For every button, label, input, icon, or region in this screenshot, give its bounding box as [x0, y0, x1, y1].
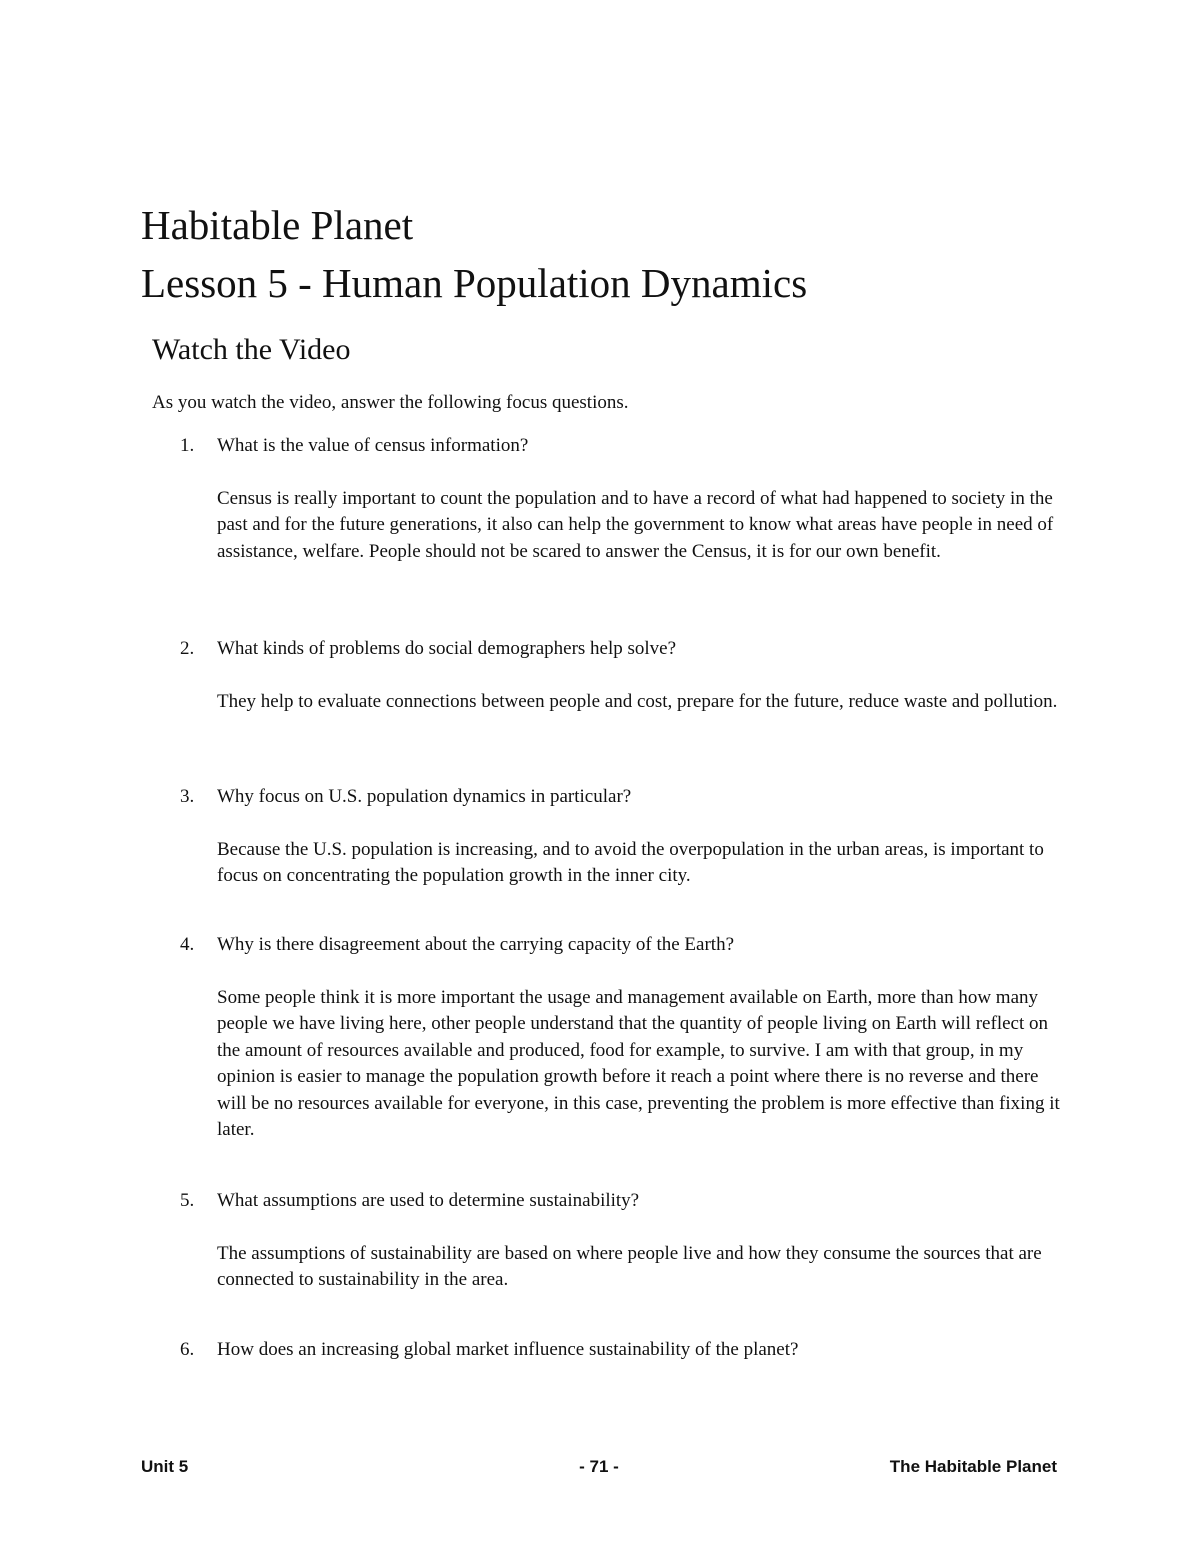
question-label: Why focus on U.S. population dynamics in particular? — [217, 786, 632, 807]
question-number: 2. — [180, 638, 195, 659]
title-line-2: Lesson 5 - Human Population Dynamics — [141, 260, 808, 306]
question-label: How does an increasing global market influence sustainability of the planet? — [217, 1339, 799, 1360]
page-footer — [141, 1455, 1057, 1479]
question-text — [152, 784, 1062, 811]
page-title — [141, 196, 807, 312]
footer-unit: Unit 5 — [141, 1457, 189, 1476]
question-label: Why is there disagreement about the carrying capacity of the Earth? — [217, 934, 734, 955]
question-text — [152, 932, 1062, 959]
question-text — [152, 1188, 1062, 1215]
question-number: 6. — [180, 1339, 195, 1360]
answer-text: They help to evaluate connections between people and cost, prepare for the future, reduce waste and pollution. — [217, 690, 1058, 712]
question-number: 1. — [180, 435, 195, 456]
section-heading: Watch the Video — [152, 333, 351, 366]
question-text — [152, 433, 1062, 460]
question-item-6 — [152, 1337, 1062, 1364]
question-item-2 — [152, 636, 1062, 715]
question-item-4 — [152, 932, 1062, 1144]
question-number: 3. — [180, 786, 195, 807]
question-item-3 — [152, 784, 1062, 890]
footer-page-number: - 71 - — [579, 1457, 619, 1476]
question-label: What assumptions are used to determine sustainability? — [217, 1190, 640, 1211]
answer-text: Because the U.S. population is increasing, and to avoid the overpopulation in the urban areas, is important to focus on concentrating the population growth in the inner city. — [217, 838, 1044, 886]
answer-text: Some people think it is more important the usage and management available on Earth, more than how many people we have living here, other people understand that the quantity of people living on Earth will reflect on the amount of resources available and produced, food for example, to survive. I am with that group, in my opinion is easier to manage the population growth before it reach a point where there is no reverse and there will be no resources available for everyone, in this case, preventing the problem is more effective than fixing it later. — [217, 986, 1060, 1140]
question-label: What kinds of problems do social demographers help solve? — [217, 638, 677, 659]
footer-course-title: The Habitable Planet — [889, 1457, 1057, 1476]
question-number: 4. — [180, 934, 195, 955]
question-text — [152, 636, 1062, 663]
question-number: 5. — [180, 1190, 195, 1211]
question-item-5 — [152, 1188, 1062, 1294]
question-label: What is the value of census information? — [217, 435, 529, 456]
question-text — [152, 1337, 1062, 1364]
intro-text: As you watch the video, answer the following focus questions. — [152, 392, 629, 413]
question-item-1 — [152, 433, 1062, 565]
title-line-1: Habitable Planet — [141, 202, 414, 248]
answer-text: Census is really important to count the population and to have a record of what had happened to society in the past and for the future generations, it also can help the government to know what areas have people in need of assistance, welfare. People should not be scared to answer the Census, it is for our own benefit. — [217, 487, 1054, 562]
answer-text: The assumptions of sustainability are based on where people live and how they consume the sources that are connected to sustainability in the area. — [217, 1242, 1042, 1290]
